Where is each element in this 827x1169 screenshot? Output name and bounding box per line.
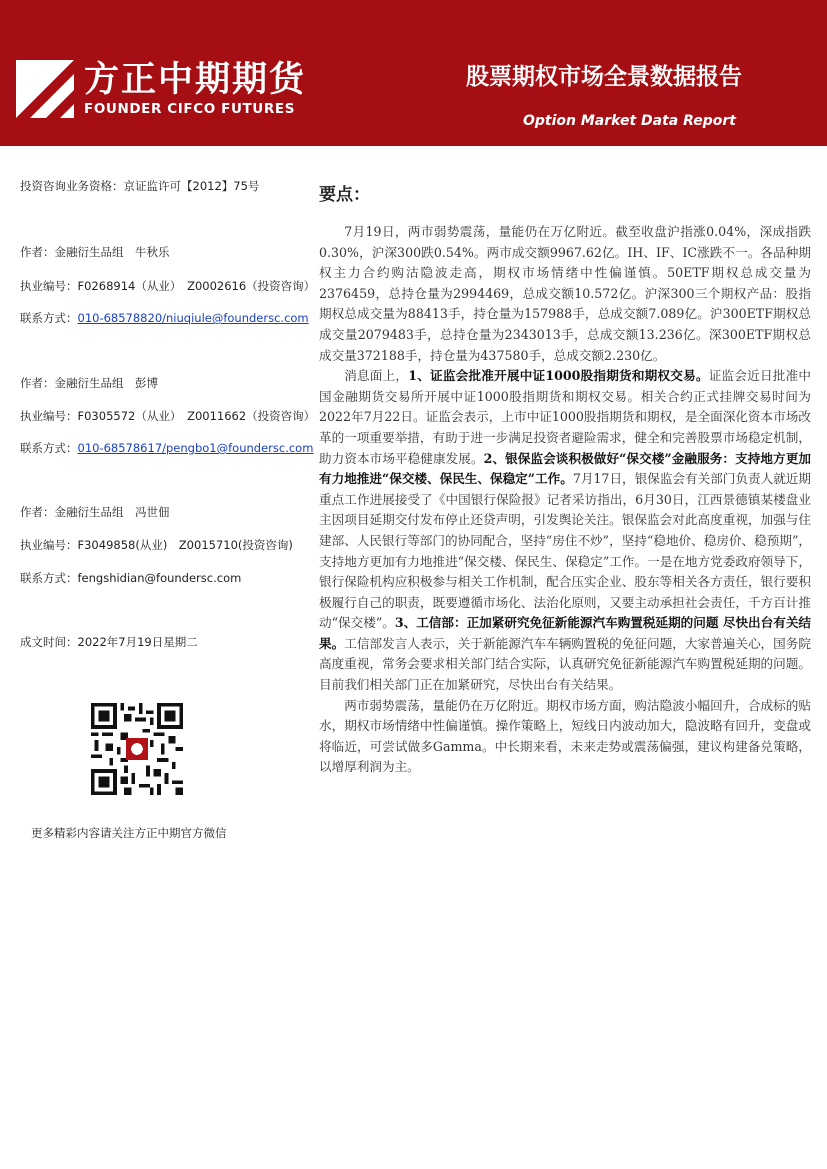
- strategy-paragraph: 两市弱势震荡，量能仍在万亿附近。期权市场方面，购沽隐波小幅回升，合成标的贴水，期权市场情绪中性偏谨慎。操作策略上，短线日内波动加大，隐波略有回升，变盘或将临近，可尝试做多Gamma。中长期来看，未来走势或震荡偏强，建议构建备兑策略，以增厚利润为主。: [319, 697, 811, 775]
- contact-label: 联系方式：: [20, 441, 78, 455]
- wechat-qr-code: [91, 703, 183, 795]
- report-date: 成文时间：2022年7月19日星期二: [20, 635, 198, 649]
- qualification-text: 投资咨询业务资格：京证监许可【2012】75号: [20, 179, 260, 193]
- author-1-contact-link[interactable]: 010-68578820/niuqiule@foundersc.com: [77, 311, 309, 325]
- header-banner: [0, 0, 827, 146]
- author-1-license: 执业编号：F0268914（从业） Z0002616（投资咨询）: [20, 279, 316, 293]
- company-name-en: FOUNDER CIFCO FUTURES: [84, 101, 296, 117]
- key-points-section: [319, 180, 811, 778]
- author-3-email: fengshidian@foundersc.com: [77, 571, 242, 585]
- news-intro: 消息面上，: [344, 368, 409, 384]
- author-2-contact: [20, 440, 313, 456]
- author-1-contact: [20, 310, 309, 326]
- author-1-name: 作者：金融衍生品组 牛秋乐: [20, 245, 170, 259]
- report-subtitle: Option Market Data Report: [523, 113, 736, 129]
- news-body-3: 工信部发言人表示，关于新能源汽车车辆购置税的免征问题，大家普遍关心，国务院高度重视，常务会要求相关部门结合实际，认真研究免征新能源汽车购置税延期的问题。目前我们相关部门正在加紧研究，尽快出台有关结果。: [319, 635, 812, 693]
- news-headline-3: 3、工信部：正加紧研究免征新能源汽车购置税延期的问题 尽快出台有关结果。: [319, 615, 812, 651]
- market-summary-paragraph: 7月19日，两市弱势震荡，量能仍在万亿附近。截至收盘沪指涨0.04%，深成指跌0.30%，沪深300跌0.54%。两市成交额9967.62亿。IH、IF、IC涨跌不一。各品种期权主力合约购沽隐波走高，期权市场情绪中性偏谨慎。50ETF期权总成交量为2376459，总持仓量为2994469，总成交额10.572亿。沪深300三个期权产品：股指期权总成交量为88413手，持仓量为157988手，总成交额7.089亿。沪300ETF期权总成交量2079483手，总持仓量为2343013手，总成交额13.236亿。深300ETF期权总成交量372188手，持仓量为437580手，总成交额2.230亿。: [319, 224, 811, 363]
- contact-label: 联系方式：: [20, 571, 78, 585]
- news-headline-1: 1、证监会批准开展中证1000股指期货和期权交易。: [408, 368, 709, 384]
- news-paragraph: [319, 366, 811, 696]
- news-headline-2: 2、银保监会谈积极做好“保交楼”金融服务：支持地方更加有力地推进“保交楼、保民生、保稳定”工作。: [319, 450, 811, 487]
- qr-caption: 更多精彩内容请关注方正中期官方微信: [31, 826, 227, 840]
- section-title: 要点：: [319, 185, 370, 205]
- author-2-contact-link[interactable]: 010-68578617/pengbo1@foundersc.com: [77, 441, 314, 455]
- founder-logo-icon: [16, 60, 74, 118]
- author-3-contact: [20, 570, 241, 586]
- author-3-name: 作者：金融衍生品组 冯世佃: [20, 505, 170, 519]
- report-title: 股票期权市场全景数据报告: [466, 63, 742, 90]
- contact-label: 联系方式：: [20, 311, 78, 325]
- author-3-license: 执业编号：F3049858(从业) Z0015710(投资咨询): [20, 538, 293, 552]
- news-body-1: 证监会近日批准中国金融期货交易所开展中证1000股指期货和期权交易。相关合约正式挂牌交易时间为2022年7月22日。证监会表示，上市中证1000股指期货和期权，是全面深化资本市场改革的一项重要举措，有助于进一步满足投资者避险需求，健全和完善股票市场稳定机制，助力资本市场平稳健康发展。: [319, 368, 812, 466]
- author-2-name: 作者：金融衍生品组 彭博: [20, 376, 158, 390]
- author-2-license: 执业编号：F0305572（从业） Z0011662（投资咨询）: [20, 409, 316, 423]
- news-body-2: 7月17日，银保监会有关部门负责人就近期重点工作进展接受了《中国银行保险报》记者采访指出，6月30日，江西景德镇某楼盘业主因项目延期交付发布停止还贷声明，引发舆论关注。银保监会对此高度重视，加强与住建部、人民银行等部门的协同配合，坚持“房住不炒”，坚持“稳地价、稳房价、稳预期”，支持地方更加有力地推进“保交楼、保民生、保稳定”工作。一是在地方党委政府领导下，银行保险机构应积极参与相关工作机制，配合压实企业、股东等相关各方责任，银行要积极履行自己的职责，既要遵循市场化、法治化原则，又要主动承担社会责任，千方百计推动“保交楼”。: [319, 471, 811, 631]
- company-name-cn: 方正中期期货: [84, 60, 307, 100]
